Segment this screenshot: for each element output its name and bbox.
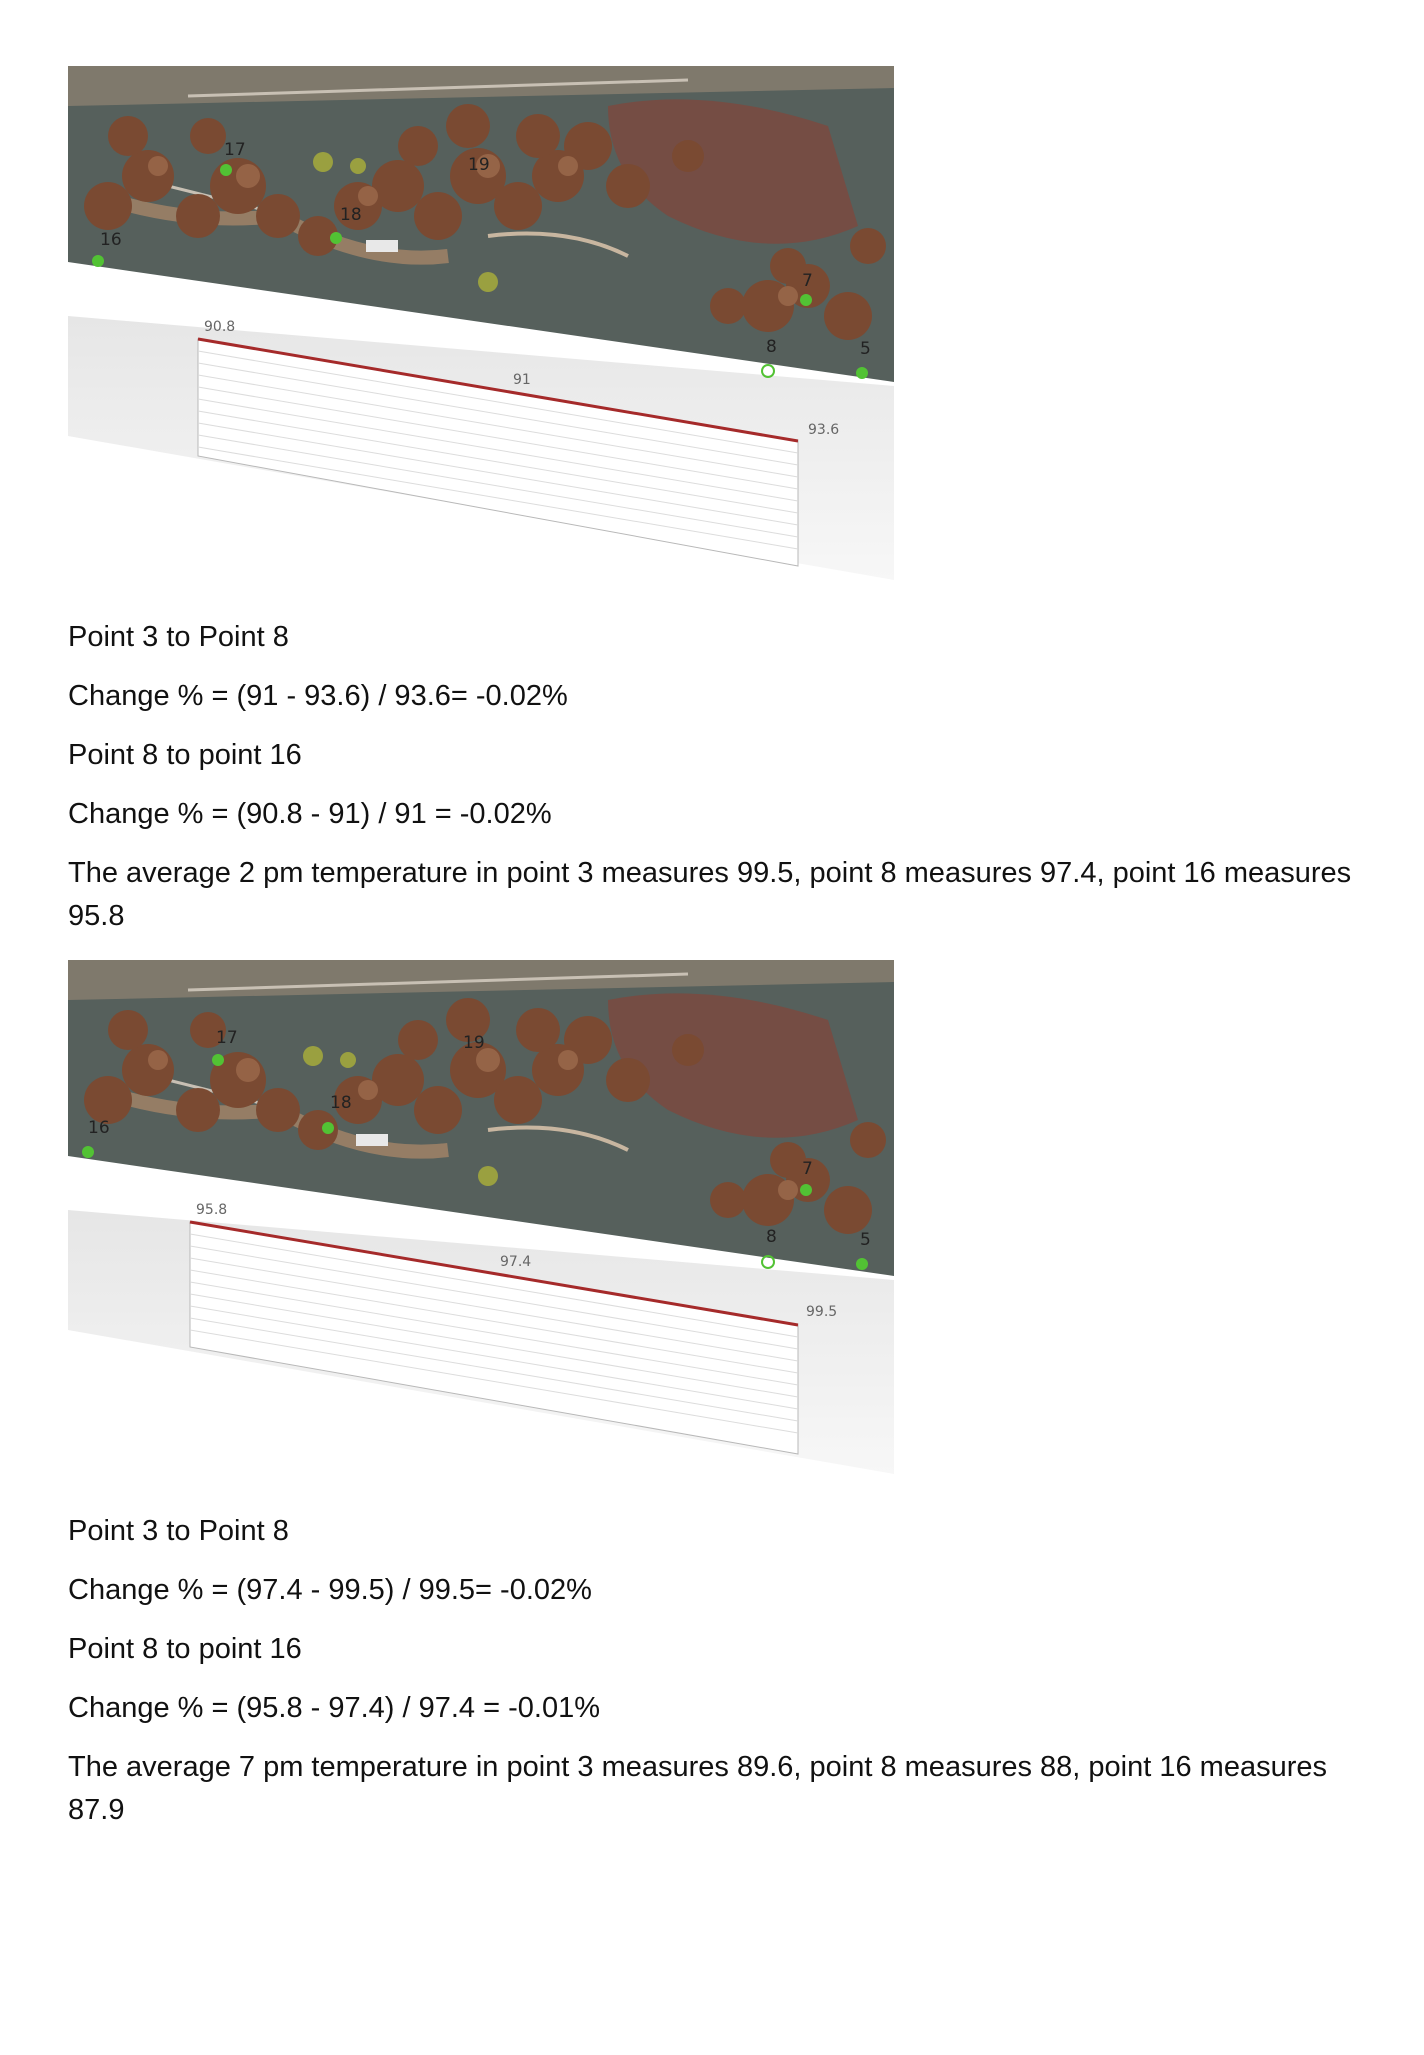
point-label-18: 18 [340, 205, 362, 225]
profile-value-left: 90.8 [204, 319, 236, 335]
point-label-8: 8 [766, 337, 777, 357]
marker-16 [82, 1146, 94, 1158]
section-line: Change % = (97.4 - 99.5) / 99.5= -0.02% [68, 1574, 592, 1606]
point-label-8: 8 [766, 1227, 777, 1247]
point-label-5: 5 [860, 339, 871, 359]
text-section-2 [68, 1510, 1368, 1848]
point-label-7: 7 [802, 1159, 813, 1179]
marker-5 [856, 367, 868, 379]
terrain-profile-svg [68, 66, 894, 580]
profile-value-left: 95.8 [196, 1202, 228, 1218]
marker-18 [322, 1122, 334, 1134]
marker-17 [212, 1054, 224, 1066]
point-label-16: 16 [100, 230, 122, 250]
profile-value-right: 93.6 [808, 422, 840, 438]
terrain-profile-svg [68, 960, 894, 1474]
point-label-17: 17 [216, 1028, 238, 1048]
point-label-5: 5 [860, 1230, 871, 1250]
terrain-profile-figure-1 [68, 66, 894, 580]
profile-value-middle: 97.4 [500, 1254, 532, 1270]
marker-7 [800, 294, 812, 306]
section-line: The average 2 pm temperature in point 3 measures 99.5, point 8 measures 97.4, point 16 measures 95.8 [68, 857, 1352, 932]
section-line: Point 3 to Point 8 [68, 621, 289, 653]
point-label-17: 17 [224, 140, 246, 160]
marker-8 [762, 365, 774, 377]
marker-7 [800, 1184, 812, 1196]
terrain-profile-figure-2 [68, 960, 894, 1474]
point-label-16: 16 [88, 1118, 110, 1138]
marker-5 [856, 1258, 868, 1270]
section-line: Change % = (90.8 - 91) / 91 = -0.02% [68, 798, 552, 830]
point-label-19: 19 [468, 155, 490, 175]
section-line: Change % = (91 - 93.6) / 93.6= -0.02% [68, 680, 568, 712]
section-line: Point 3 to Point 8 [68, 1515, 289, 1547]
point-label-7: 7 [802, 271, 813, 291]
section-line: The average 7 pm temperature in point 3 measures 89.6, point 8 measures 88, point 16 measures 87.9 [68, 1751, 1327, 1826]
profile-value-middle: 91 [513, 372, 531, 388]
point-label-19: 19 [463, 1033, 485, 1053]
text-section-1 [68, 616, 1368, 954]
marker-8 [762, 1256, 774, 1268]
section-line: Change % = (95.8 - 97.4) / 97.4 = -0.01% [68, 1692, 600, 1724]
marker-18 [330, 232, 342, 244]
point-label-18: 18 [330, 1093, 352, 1113]
marker-16 [92, 255, 104, 267]
section-line: Point 8 to point 16 [68, 1633, 302, 1665]
marker-17 [220, 164, 232, 176]
profile-value-right: 99.5 [806, 1304, 838, 1320]
section-line: Point 8 to point 16 [68, 739, 302, 771]
